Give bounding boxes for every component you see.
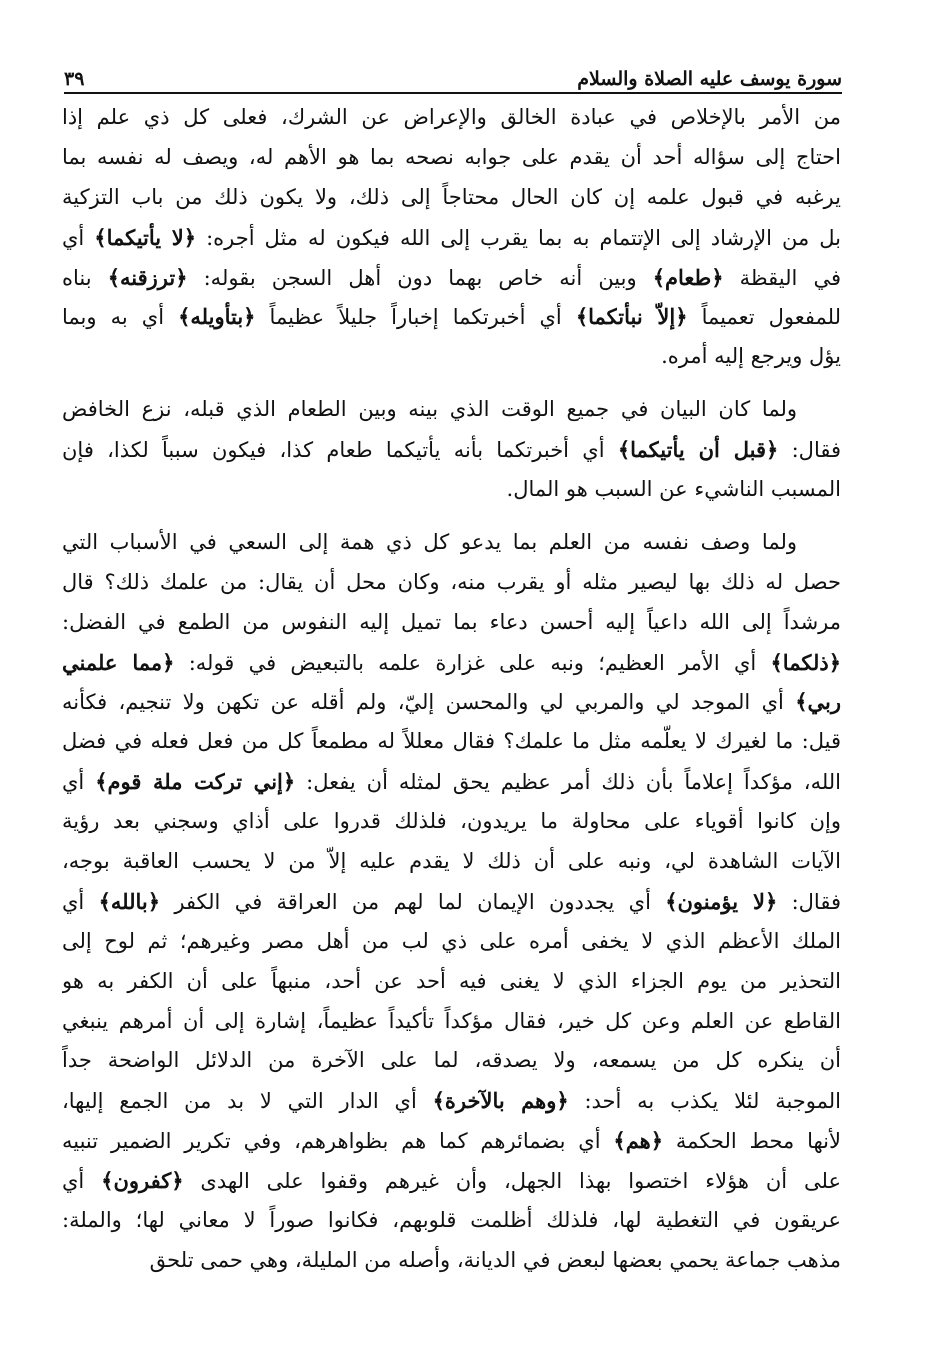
- text-line: الله، مؤكداً إعلاماً بأن ذلك أمر عظيم يحق لمثله أن يفعل: ﴿إني تركت ملة قوم﴾ أي: [62, 769, 841, 795]
- text-line: من الأمر بالإخلاص في عبادة الخالق والإعراض عن الشرك، فعلى كل ذي علم إذا: [62, 105, 841, 129]
- text-line: لأنها محط الحكمة ﴿هم﴾ أي بضمائرهم كما هم بظواهرهم، وفي تكرير الضمير تنبيه: [62, 1128, 841, 1154]
- text-line: ربي﴾ أي الموجد لي والمربي لي والمحسن إليّ، ولم أقله عن تكهن ولا تنجيم، فكأنه: [62, 689, 841, 715]
- text-line: يرغبه في قبول علمه إن كان الحال محتاجاً إلى ذلك، ولا يكون ذلك من باب التزكية: [62, 184, 841, 209]
- header-rule: [64, 92, 842, 94]
- text-line: ولما كان البيان في جميع الوقت الذي بينه وبين الطعام الذي قبله، نزع الخافض: [62, 397, 797, 422]
- body-text: [62, 98, 841, 1281]
- text-line: ﴿ذلكما﴾ أي الأمر العظيم؛ ونبه على غزارة علمه بالتبعيض في قوله: ﴿مما علمني: [62, 649, 841, 675]
- text-line: يؤل ويرجع إليه أمره.: [661, 344, 841, 369]
- text-line: بل من الإرشاد إلى الإتتمام به بما يقرب إلى الله فيكون له مثل أجره: ﴿لا يأتيكما﴾ أي: [62, 224, 841, 250]
- text-line: الآيات الشاهدة لي، ونبه على أن ذلك لا يقدم عليه إلاّ من لا يحسب العاقبة بوجه،: [62, 849, 841, 874]
- text-line: وإن كانوا أقوياء على محاولة ما يريدون، فلذلك قدروا على أذاي وسجني بعد رؤية: [62, 809, 841, 834]
- text-line: قيل: ما لغيرك لا يعلّمه مثل ما علمك؟ فقال معللاً له مطمعاً كل من فعل فعله في فضل: [62, 729, 841, 754]
- paragraph: [62, 98, 841, 377]
- running-title: سورة يوسف عليه الصلاة والسلام: [577, 68, 842, 90]
- text-line: مذهب جماعة يحمي بعضها لبعض في الديانة، وأصله من المليلة، وهي حمى تلحق: [149, 1247, 841, 1272]
- page-header: [64, 58, 842, 90]
- text-line: ولما وصف نفسه من العلم بما يدعو كل ذي همة إلى السعي في الأسباب التي: [62, 529, 797, 554]
- text-line: حصل له ذلك بها ليصير مثله أو يقرب منه، وكان محل أن يقال: من علمك ذلك؟ قال: [62, 569, 841, 594]
- text-line: التحذير من يوم الجزاء الذي لا يغنى فيه أحد عن أحد، منبهاً على أن الكفر به هو: [62, 968, 841, 993]
- text-line: فقال: ﴿قبل أن يأتيكما﴾ أي أخبرتكما بأنه يأتيكما طعام كذا، فيكون سبباً لكذا، فإن: [62, 437, 841, 463]
- text-line: فقال: ﴿لا يؤمنون﴾ أي يجددون الإيمان لما لهم من العراقة في الكفر ﴿بالله﴾ أي: [62, 888, 841, 914]
- text-line: على أن هؤلاء اختصوا بهذا الجهل، وأن غيرهم وقفوا على الهدى ﴿كفرون﴾ أي: [62, 1168, 841, 1194]
- paragraph: [62, 523, 841, 1281]
- text-line: في اليقظة ﴿طعام﴾ وبين أنه خاص بهما دون أهل السجن بقوله: ﴿ترزقنه﴾ بناه: [62, 264, 841, 290]
- text-line: الملك الأعظم الذي لا يخفى أمره على ذي لب من أهل مصر وغيرهم؛ ثم لوح إلى: [62, 928, 841, 953]
- text-line: احتاج إلى سؤاله أحد أن يقدم على جوابه نصحه بما هو الأهم له، ويصف له نفسه بما: [62, 144, 841, 169]
- text-line: عريقون في التغطية لها، فلذلك أظلمت قلوبهم، فكانوا صوراً لا معاني لها؛ والملة:: [62, 1208, 841, 1233]
- text-line: أن ينكره كل من يسمعه، ولا يصدقه، لما على الآخرة من الدلائل الواضحة جداً: [62, 1048, 841, 1073]
- paragraph: [62, 390, 841, 510]
- page-number: ٣٩: [64, 68, 85, 90]
- text-line: الموجبة لئلا يكذب به أحد: ﴿وهم بالآخرة﴾ أي الدار التي لا بد من الجمع إليها،: [62, 1088, 841, 1114]
- text-line: المسبب الناشيء عن السبب هو المال.: [506, 477, 841, 502]
- text-line: للمفعول تعميماً ﴿إلاّ نبأتكما﴾ أي أخبرتكما إخباراً جليلاً عظيماً ﴿بتأويله﴾ أي به وبما: [62, 304, 841, 330]
- text-line: القاطع عن العلم وعن كل خير، فقال مؤكداً تأكيداً عظيماً، إشارة إلى أن أمرهم ينبغي: [62, 1008, 841, 1033]
- text-line: مرشداً إلى الله داعياً إليه أحسن دعاء بما تميل إليه النفوس من الطمع في الفضل:: [62, 609, 841, 634]
